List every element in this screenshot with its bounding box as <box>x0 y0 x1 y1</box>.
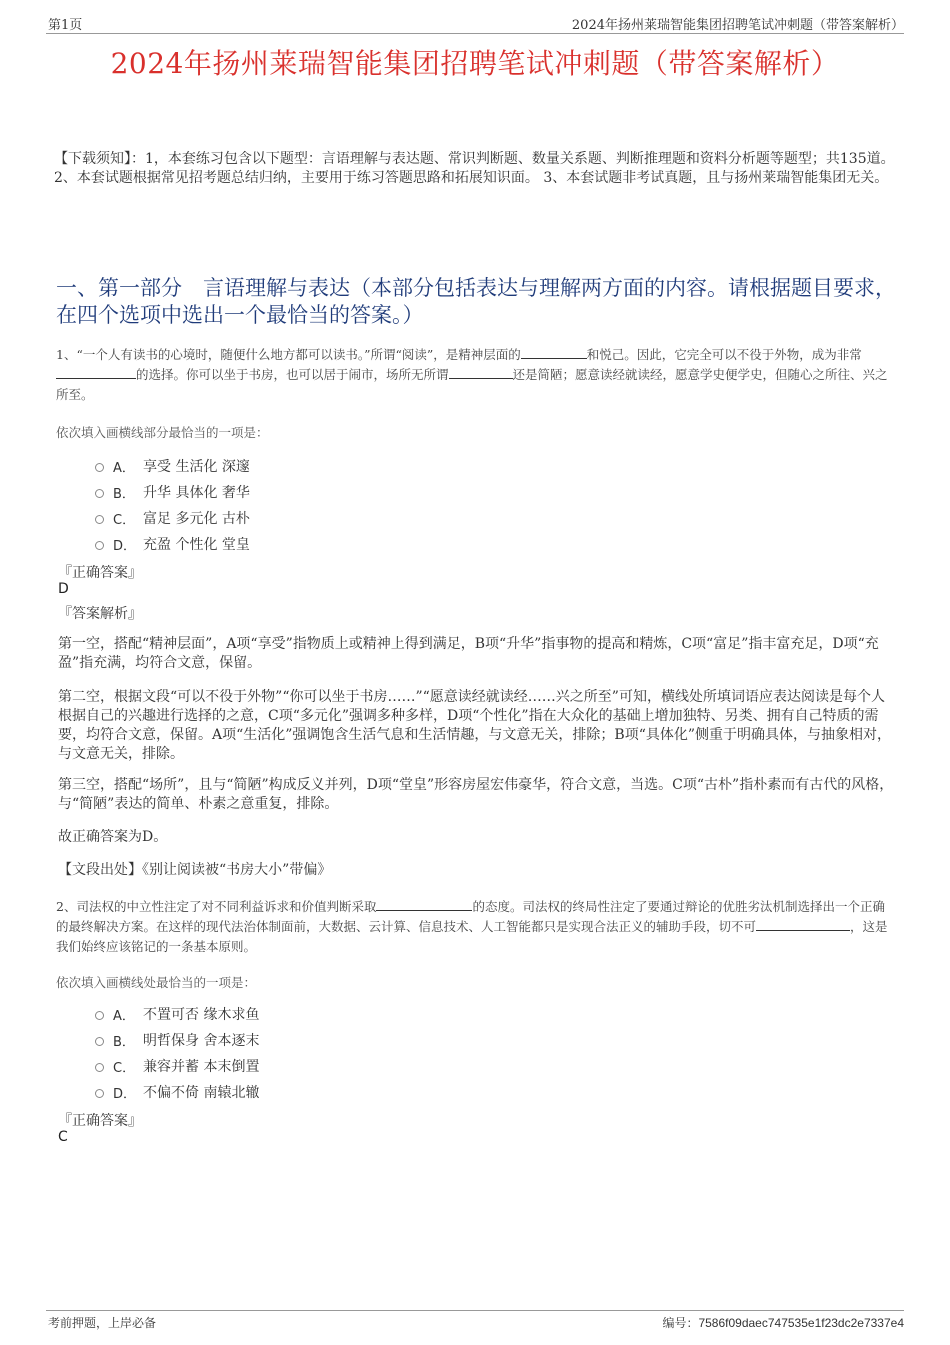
analysis-paragraph: 第三空，搭配“场所”，且与“简陋”构成反义并列，D项“堂皇”形容房屋宏伟豪华，符合文意，当选。C项“古朴”指朴素而有古代的风格，与“简陋”表达的简单、朴素之意重复，排除。 <box>58 777 894 812</box>
header-doc-title: 2024年扬州莱瑞智能集团招聘笔试冲刺题（带答案解析） <box>571 18 904 33</box>
page-title: 2024年扬州莱瑞智能集团招聘笔试冲刺题（带答案解析） <box>110 47 840 80</box>
question-2-options <box>95 1001 259 1105</box>
option-b[interactable]: B． 明哲保身 舍本逐末 <box>95 1027 259 1053</box>
blank-2 <box>756 917 850 931</box>
option-d[interactable]: D． 不偏不倚 南辕北辙 <box>95 1079 259 1105</box>
radio-icon[interactable] <box>95 1011 104 1020</box>
download-notice: 【下载须知】：1，本套练习包含以下题型：言语理解与表达题、常识判断题、数量关系题、判断推理题和资料分析题等题型；共135道。 2、本套试题根据常见招考题总结归纳，主要用于练习答题思路和拓展知识面。 3、本套试题非考试真题，且与扬州莱瑞智能集团无关。 <box>54 151 895 186</box>
source-citation: 【文段出处】《别让阅读被“书房大小”带偏》 <box>58 862 332 878</box>
option-c[interactable]: C． 富足 多元化 古朴 <box>95 505 250 531</box>
question-2-prompt: 依次填入画横线处最恰当的一项是： <box>56 975 257 990</box>
footer-slogan: 考前押题，上岸必备 <box>48 1316 157 1330</box>
header-divider <box>46 33 904 34</box>
option-b[interactable]: B． 升华 具体化 奢华 <box>95 479 250 505</box>
blank-1 <box>376 897 472 911</box>
analysis-paragraph: 第二空，根据文段“可以不役于外物”“你可以坐于书房……”“愿意读经就读经……兴之所至”可知，横线处所填词语应表达阅读是每个人根据自己的兴趣进行选择的之意，C项“多元化”强调多种多样，D项“个性化”指在大众化的基础上增加独特、另类、拥有自己特质的需要，均符合文意，保留。A项“生活化”强调饱含生活气息和生活情趣，与文意无关，排除；B项“具体化”侧重于明确具体，与抽象相对，与文意无关，排除。 <box>58 689 892 762</box>
footer-divider <box>46 1310 904 1311</box>
analysis-paragraph: 第一空，搭配“精神层面”，A项“享受”指物质上或精神上得到满足，B项“升华”指事物的提高和精炼，C项“富足”指丰富充足，D项“充盈”指充满，均符合文意，保留。 <box>58 636 879 671</box>
blank-2 <box>56 365 136 379</box>
question-1-options <box>95 453 250 557</box>
question-1-prompt: 依次填入画横线部分最恰当的一项是： <box>56 425 269 440</box>
question-2-stem: 2、司法权的中立性注定了对不同利益诉求和价值判断采取 的态度。司法权的终局性注定了要通过辩论的优胜劣汰机制选择出一个正确的最终解决方案。在这样的现代法治体制面前，大数据、云计算、信息技术、人工智能都只是实现合法正义的辅助手段，切不可 ，这是我们始终应该铭记的一条基本原则。 <box>56 899 888 954</box>
analysis-label: 『答案解析』 <box>58 606 142 622</box>
radio-icon[interactable] <box>95 463 104 472</box>
option-a[interactable]: A． 享受 生活化 深邃 <box>95 453 250 479</box>
answer-value: D <box>58 581 69 597</box>
blank-3 <box>449 365 513 379</box>
radio-icon[interactable] <box>95 1037 104 1046</box>
blank-1 <box>521 345 587 359</box>
radio-icon[interactable] <box>95 489 104 498</box>
answer-value: C <box>58 1129 68 1145</box>
analysis-conclusion: 故正确答案为D。 <box>58 829 168 845</box>
answer-label: 『正确答案』 <box>58 565 142 581</box>
answer-label: 『正确答案』 <box>58 1113 142 1129</box>
option-d[interactable]: D． 充盈 个性化 堂皇 <box>95 531 250 557</box>
footer-serial: 编号：7586f09daec747535e1f23dc2e7337e4 <box>662 1316 904 1330</box>
page-number: 第1页 <box>48 18 83 33</box>
radio-icon[interactable] <box>95 1063 104 1072</box>
option-a[interactable]: A． 不置可否 缘木求鱼 <box>95 1001 259 1027</box>
radio-icon[interactable] <box>95 541 104 550</box>
radio-icon[interactable] <box>95 1089 104 1098</box>
radio-icon[interactable] <box>95 515 104 524</box>
question-1-stem: 1、“一个人有读书的心境时，随便什么地方都可以读书。”所谓“阅读”，是精神层面的 和悦己。因此，它完全可以不役于外物，成为非常的选择。你可以坐于书房，也可以居于闹市，场所无所谓 还是简陋；愿意读经就读经，愿意学史便学史，但随心之所往、兴之所至。 <box>56 347 888 402</box>
section-heading: 一、第一部分 言语理解与表达（本部分包括表达与理解两方面的内容。请根据题目要求，在四个选项中选出一个最恰当的答案。） <box>56 276 896 327</box>
option-c[interactable]: C． 兼容并蓄 本末倒置 <box>95 1053 259 1079</box>
